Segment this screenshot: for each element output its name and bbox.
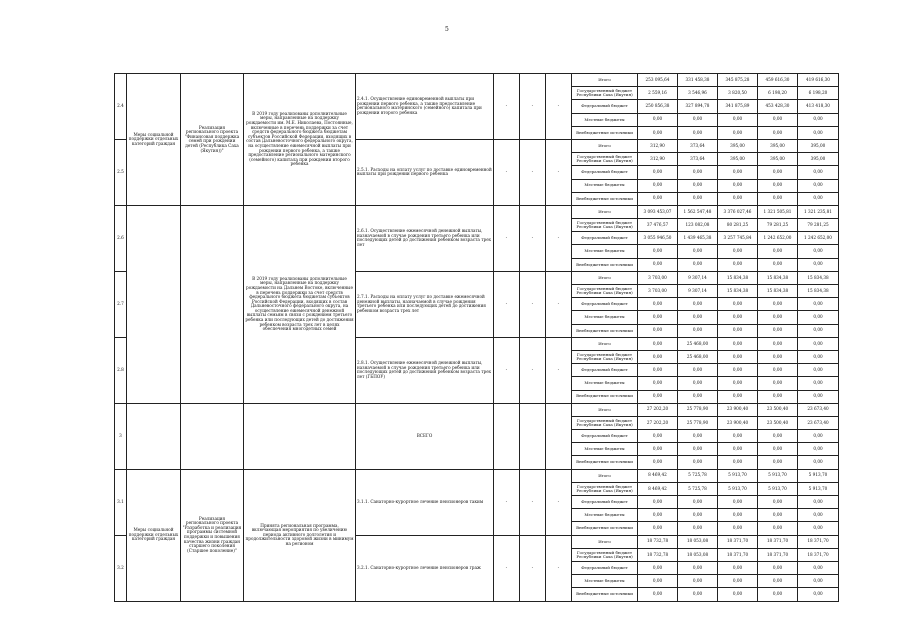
- amount-cell: 18 371,70: [758, 548, 798, 561]
- empty-cell: [181, 403, 244, 469]
- funding-source: Государственный бюджет Республики Саха (Якутия): [572, 285, 638, 298]
- amount-cell: 1 321 235,81: [798, 205, 839, 218]
- dash-cell: -: [494, 139, 520, 205]
- amount-cell: 0,00: [758, 113, 798, 126]
- amount-cell: 5 913,70: [758, 482, 798, 495]
- amount-cell: 0,00: [678, 126, 718, 139]
- amount-cell: 0,00: [798, 588, 839, 601]
- amount-cell: 0,00: [638, 350, 678, 363]
- amount-cell: 0,00: [758, 126, 798, 139]
- amount-cell: 0,00: [758, 522, 798, 535]
- funding-source: Федеральный бюджет: [572, 166, 638, 179]
- amount-cell: 395,00: [758, 139, 798, 152]
- result-description: В 2019 году реализованы дополнительные меры, направленные на поддержку рождаемости им. М.Е. Николаева, Постоянные, включенные в перечень поддержки за счет средств федерального бюджета бюджетам субъектов Российской Федерации, входящих в состав Дальневосточного федерального округа, на осуществление ежемесячной выплаты при рождении первого ребенка, а также предоставление регионального материнского (семейного) капитала при рождении второго ребенка: [244, 74, 356, 206]
- funding-source: Федеральный бюджет: [572, 430, 638, 443]
- amount-cell: 0,00: [678, 311, 718, 324]
- amount-cell: 0,00: [678, 166, 718, 179]
- amount-cell: 6 198,20: [758, 87, 798, 100]
- amount-cell: 0,00: [638, 588, 678, 601]
- amount-cell: 0,00: [798, 166, 839, 179]
- amount-cell: 0,00: [798, 126, 839, 139]
- amount-cell: 0,00: [758, 443, 798, 456]
- funding-source: Местные бюджеты: [572, 443, 638, 456]
- amount-cell: 0,00: [718, 509, 758, 522]
- amount-cell: 0,00: [798, 258, 839, 271]
- amount-cell: 0,00: [758, 166, 798, 179]
- amount-cell: 0,00: [758, 377, 798, 390]
- funding-source: Итого: [572, 271, 638, 284]
- funding-source: Государственный бюджет Республики Саха (Якутия): [572, 350, 638, 363]
- amount-cell: 15 834,38: [798, 285, 839, 298]
- amount-cell: 0,00: [718, 166, 758, 179]
- amount-cell: 0,00: [638, 245, 678, 258]
- amount-cell: 0,00: [718, 561, 758, 574]
- amount-cell: 18 371,70: [798, 548, 839, 561]
- amount-cell: 0,00: [798, 377, 839, 390]
- amount-cell: 0,00: [798, 245, 839, 258]
- dash-cell: -: [520, 74, 546, 140]
- amount-cell: 9 307,14: [678, 285, 718, 298]
- amount-cell: 395,00: [798, 139, 839, 152]
- row-number: 2.8: [115, 337, 127, 403]
- dash-cell: -: [546, 205, 572, 271]
- amount-cell: 25 778,90: [678, 416, 718, 429]
- amount-cell: 0,00: [798, 298, 839, 311]
- amount-cell: 0,00: [638, 113, 678, 126]
- dash-cell: -: [546, 271, 572, 337]
- amount-cell: 18 371,70: [718, 548, 758, 561]
- dash-cell: -: [546, 337, 572, 403]
- measure-cell: [127, 205, 181, 403]
- amount-cell: 3 546,96: [678, 87, 718, 100]
- amount-cell: 1 242 652,00: [758, 232, 798, 245]
- amount-cell: 395,00: [758, 153, 798, 166]
- amount-cell: 419 616,30: [798, 74, 839, 87]
- funding-source: Федеральный бюджет: [572, 561, 638, 574]
- amount-cell: 18 371,70: [798, 535, 839, 548]
- amount-cell: 0,00: [718, 456, 758, 469]
- amount-cell: 23 500,40: [758, 416, 798, 429]
- amount-cell: 15 834,38: [718, 285, 758, 298]
- amount-cell: 0,00: [678, 430, 718, 443]
- amount-cell: 0,00: [718, 113, 758, 126]
- amount-cell: 0,00: [638, 179, 678, 192]
- amount-cell: 0,00: [798, 324, 839, 337]
- amount-cell: 5 913,70: [798, 482, 839, 495]
- amount-cell: 395,00: [718, 153, 758, 166]
- empty-cell: [546, 403, 572, 469]
- dash-cell: -: [546, 139, 572, 205]
- amount-cell: 0,00: [678, 588, 718, 601]
- amount-cell: 3 257 745,84: [718, 232, 758, 245]
- amount-cell: 312,90: [638, 153, 678, 166]
- funding-source: Местные бюджеты: [572, 179, 638, 192]
- row-number: 2.4: [115, 74, 127, 140]
- amount-cell: 5 913,70: [718, 482, 758, 495]
- amount-cell: 1 242 652,00: [798, 232, 839, 245]
- amount-cell: 0,00: [678, 522, 718, 535]
- funding-source: Внебюджетные источники: [572, 522, 638, 535]
- amount-cell: 0,00: [718, 350, 758, 363]
- amount-cell: 0,00: [758, 575, 798, 588]
- amount-cell: 15 834,38: [758, 285, 798, 298]
- amount-cell: 0,00: [638, 258, 678, 271]
- amount-cell: 15 834,38: [718, 271, 758, 284]
- amount-cell: 0,00: [758, 298, 798, 311]
- funding-source: Государственный бюджет Республики Саха (Якутия): [572, 87, 638, 100]
- table-row: [115, 469, 839, 482]
- funding-source: Итого: [572, 535, 638, 548]
- amount-cell: 0,00: [638, 509, 678, 522]
- amount-cell: 27 202,20: [638, 403, 678, 416]
- amount-cell: 0,00: [638, 390, 678, 403]
- dash-cell: -: [520, 535, 546, 601]
- funding-source: Местные бюджеты: [572, 575, 638, 588]
- amount-cell: 331 458,38: [678, 74, 718, 87]
- amount-cell: 1 321 505,81: [758, 205, 798, 218]
- amount-cell: 0,00: [678, 575, 718, 588]
- amount-cell: 18 053,08: [678, 535, 718, 548]
- amount-cell: 0,00: [638, 496, 678, 509]
- amount-cell: 3 376 027,46: [718, 205, 758, 218]
- amount-cell: 1 439 465,38: [678, 232, 718, 245]
- amount-cell: 413 418,30: [798, 100, 839, 113]
- amount-cell: 79 281,25: [758, 219, 798, 232]
- empty-cell: [494, 403, 520, 469]
- amount-cell: 18 732,78: [638, 535, 678, 548]
- task-cell: 2.8.1. Осуществление ежемесячной денежной выплаты, назначаемой в случае рождения третьего ребенка или последующих детей до достижения ребенком возраста трех лет (ГБПОУ): [356, 337, 494, 403]
- amount-cell: 15 834,38: [758, 271, 798, 284]
- amount-cell: 0,00: [798, 561, 839, 574]
- amount-cell: 18 732,78: [638, 548, 678, 561]
- amount-cell: 0,00: [638, 364, 678, 377]
- amount-cell: 0,00: [678, 258, 718, 271]
- funding-source: Федеральный бюджет: [572, 364, 638, 377]
- amount-cell: 0,00: [798, 179, 839, 192]
- amount-cell: 3 093 453,07: [638, 205, 678, 218]
- amount-cell: 312,90: [638, 139, 678, 152]
- amount-cell: 0,00: [678, 561, 718, 574]
- amount-cell: 37 476,57: [638, 219, 678, 232]
- amount-cell: 5 913,70: [798, 469, 839, 482]
- task-cell: 2.7.1. Расходы на оплату услуг по доставке ежемесячной денежной выплаты, назначаемой в случае рождения третьего ребенка или последующих детей до достижения ребенком возраста трех лет: [356, 271, 494, 337]
- amount-cell: 0,00: [678, 245, 718, 258]
- amount-cell: 0,00: [718, 192, 758, 205]
- funding-source: Внебюджетные источники: [572, 588, 638, 601]
- amount-cell: 0,00: [758, 588, 798, 601]
- funding-source: Итого: [572, 403, 638, 416]
- amount-cell: 0,00: [758, 390, 798, 403]
- amount-cell: 80 281,25: [718, 219, 758, 232]
- amount-cell: 0,00: [678, 179, 718, 192]
- dash-cell: -: [546, 469, 572, 535]
- amount-cell: 0,00: [678, 324, 718, 337]
- amount-cell: 0,00: [638, 337, 678, 350]
- amount-cell: 250 856,38: [638, 100, 678, 113]
- amount-cell: 373,64: [678, 139, 718, 152]
- amount-cell: 0,00: [758, 179, 798, 192]
- amount-cell: 0,00: [758, 456, 798, 469]
- funding-source: Внебюджетные источники: [572, 192, 638, 205]
- amount-cell: 0,00: [758, 324, 798, 337]
- amount-cell: 3 055 946,50: [638, 232, 678, 245]
- program-cell: Реализация регионального проекта "Разработка и реализация программы системной поддержки и повышения качества жизни граждан старшего поколения (Старшее поколение)": [181, 469, 244, 601]
- amount-cell: 3 820,50: [718, 87, 758, 100]
- empty-cell: [520, 403, 546, 469]
- amount-cell: 5 725,78: [678, 482, 718, 495]
- dash-cell: -: [520, 205, 546, 271]
- amount-cell: 0,00: [678, 509, 718, 522]
- funding-source: Внебюджетные источники: [572, 390, 638, 403]
- amount-cell: 0,00: [638, 324, 678, 337]
- amount-cell: 459 616,30: [758, 74, 798, 87]
- amount-cell: 3 703,00: [638, 271, 678, 284]
- amount-cell: 0,00: [678, 364, 718, 377]
- amount-cell: 0,00: [638, 430, 678, 443]
- amount-cell: 18 371,70: [758, 535, 798, 548]
- funding-source: Местные бюджеты: [572, 245, 638, 258]
- funding-source: Итого: [572, 205, 638, 218]
- amount-cell: 0,00: [758, 337, 798, 350]
- amount-cell: 0,00: [718, 522, 758, 535]
- amount-cell: 345 875,28: [718, 74, 758, 87]
- task-cell: 3.1.1. Санаторно-курортное лечение пенсионеров таким: [356, 469, 494, 535]
- amount-cell: 5 913,70: [758, 469, 798, 482]
- funding-source: Итого: [572, 469, 638, 482]
- amount-cell: 0,00: [758, 509, 798, 522]
- program-cell: Реализация регионального проекта "Финансовая поддержка семей при рождении детей (Республика Саха (Якутия))": [181, 74, 244, 206]
- amount-cell: 8 469,42: [638, 482, 678, 495]
- amount-cell: 2 559,16: [638, 87, 678, 100]
- dash-cell: -: [494, 205, 520, 271]
- amount-cell: 0,00: [638, 166, 678, 179]
- dash-cell: -: [494, 337, 520, 403]
- amount-cell: 23 673,40: [798, 416, 839, 429]
- amount-cell: 0,00: [718, 337, 758, 350]
- dash-cell: -: [546, 535, 572, 601]
- row-number: 3.1: [115, 469, 127, 535]
- dash-cell: -: [520, 139, 546, 205]
- amount-cell: 23 673,40: [798, 403, 839, 416]
- task-cell: 2.6.1. Осуществление ежемесячной денежной выплаты, назначаемой в случае рождения третьего ребенка или последующих детей до достижения ребенком возраста трех лет: [356, 205, 494, 271]
- amount-cell: 25 468,00: [678, 350, 718, 363]
- empty-cell: [127, 403, 181, 469]
- task-cell: 3.2.1. Санаторно-курортное лечение пенсионеров граж: [356, 535, 494, 601]
- task-cell: 2.4.1. Осуществление единовременной выплаты при рождении первого ребенка, а также предоставление регионального материнского (семейного) капитала при рождении второго ребенка: [356, 74, 494, 140]
- funding-source: Федеральный бюджет: [572, 100, 638, 113]
- funding-source: Итого: [572, 139, 638, 152]
- funding-source: Итого: [572, 337, 638, 350]
- table-row: [115, 403, 839, 416]
- amount-cell: 0,00: [718, 430, 758, 443]
- funding-source: Государственный бюджет Республики Саха (Якутия): [572, 219, 638, 232]
- row-number: 3.2: [115, 535, 127, 601]
- amount-cell: 6 198,20: [798, 87, 839, 100]
- amount-cell: 0,00: [638, 126, 678, 139]
- amount-cell: 0,00: [798, 337, 839, 350]
- amount-cell: 0,00: [798, 364, 839, 377]
- amount-cell: 0,00: [638, 522, 678, 535]
- amount-cell: 0,00: [718, 311, 758, 324]
- funding-source: Местные бюджеты: [572, 509, 638, 522]
- funding-source: Внебюджетные источники: [572, 126, 638, 139]
- amount-cell: 25 778,90: [678, 403, 718, 416]
- page-number: 5: [445, 26, 449, 33]
- amount-cell: 395,00: [718, 139, 758, 152]
- funding-source: Местные бюджеты: [572, 311, 638, 324]
- amount-cell: 1 562 547,48: [678, 205, 718, 218]
- measure-cell: Меры социальной поддержки отдельных категорий граждан: [127, 74, 181, 206]
- amount-cell: 0,00: [758, 350, 798, 363]
- amount-cell: 0,00: [798, 575, 839, 588]
- total-label: ВСЕГО: [356, 403, 494, 469]
- amount-cell: 0,00: [638, 575, 678, 588]
- amount-cell: 0,00: [718, 588, 758, 601]
- amount-cell: 23 500,40: [758, 403, 798, 416]
- amount-cell: 0,00: [678, 192, 718, 205]
- row-number: 2.6: [115, 205, 127, 271]
- amount-cell: 0,00: [758, 245, 798, 258]
- amount-cell: 0,00: [718, 324, 758, 337]
- amount-cell: 18 053,08: [678, 548, 718, 561]
- amount-cell: 23 900,40: [718, 403, 758, 416]
- amount-cell: 0,00: [678, 377, 718, 390]
- amount-cell: 0,00: [638, 443, 678, 456]
- amount-cell: 0,00: [718, 245, 758, 258]
- funding-source: Государственный бюджет Республики Саха (Якутия): [572, 548, 638, 561]
- table-row: [115, 74, 839, 87]
- funding-source: Внебюджетные источники: [572, 258, 638, 271]
- amount-cell: 373,64: [678, 153, 718, 166]
- amount-cell: 253 095,64: [638, 74, 678, 87]
- amount-cell: 0,00: [798, 113, 839, 126]
- amount-cell: 9 307,14: [678, 271, 718, 284]
- amount-cell: 0,00: [798, 456, 839, 469]
- dash-cell: -: [494, 469, 520, 535]
- dash-cell: -: [520, 271, 546, 337]
- amount-cell: 0,00: [758, 430, 798, 443]
- amount-cell: 0,00: [638, 192, 678, 205]
- amount-cell: 0,00: [638, 561, 678, 574]
- amount-cell: 0,00: [758, 496, 798, 509]
- funding-source: Государственный бюджет Республики Саха (Якутия): [572, 416, 638, 429]
- dash-cell: -: [494, 535, 520, 601]
- dash-cell: -: [494, 74, 520, 140]
- amount-cell: 0,00: [758, 561, 798, 574]
- amount-cell: 0,00: [678, 496, 718, 509]
- funding-source: Итого: [572, 74, 638, 87]
- amount-cell: 0,00: [758, 258, 798, 271]
- result-description: Принята региональная программа, включающая мероприятия по увеличению периода активного долголетия и продолжительности здоровой жизни в минимум на регионом: [244, 469, 356, 601]
- amount-cell: 5 913,70: [718, 469, 758, 482]
- amount-cell: 0,00: [678, 298, 718, 311]
- row-number: 2.7: [115, 271, 127, 337]
- amount-cell: 0,00: [798, 522, 839, 535]
- amount-cell: 0,00: [638, 298, 678, 311]
- amount-cell: 0,00: [718, 179, 758, 192]
- dash-cell: -: [520, 337, 546, 403]
- result-description: В 2019 году реализованы дополнительные меры, направленные на поддержку рождаемости на Дальнем Востоке, включенные в перечень поддержки за счет средств федерального бюджета бюджетам субъектов Российской Федерации, входящих в состав Дальневосточного федерального округа, на осуществление ежемесячной денежной выплаты семьям в связи с рождением третьего ребенка или последующих детей до достижения ребенком возраста трех лет в целях обеспечения многодетных семей: [244, 205, 356, 403]
- amount-cell: 0,00: [678, 456, 718, 469]
- row-number: 2.5: [115, 139, 127, 205]
- amount-cell: 0,00: [638, 377, 678, 390]
- amount-cell: 0,00: [718, 390, 758, 403]
- amount-cell: 0,00: [678, 390, 718, 403]
- amount-cell: 123 082,08: [678, 219, 718, 232]
- empty-cell: [244, 403, 356, 469]
- amount-cell: 0,00: [798, 443, 839, 456]
- amount-cell: 0,00: [718, 377, 758, 390]
- amount-cell: 79 281,25: [798, 219, 839, 232]
- amount-cell: 23 900,40: [718, 416, 758, 429]
- amount-cell: 0,00: [758, 364, 798, 377]
- amount-cell: 0,00: [718, 496, 758, 509]
- amount-cell: 0,00: [718, 126, 758, 139]
- amount-cell: 0,00: [638, 456, 678, 469]
- funding-source: Федеральный бюджет: [572, 298, 638, 311]
- amount-cell: 395,00: [798, 153, 839, 166]
- amount-cell: 3 703,00: [638, 285, 678, 298]
- row-number: 3: [115, 403, 127, 469]
- funding-source: Федеральный бюджет: [572, 232, 638, 245]
- amount-cell: 0,00: [718, 364, 758, 377]
- funding-source: Федеральный бюджет: [572, 496, 638, 509]
- amount-cell: 5 725,78: [678, 469, 718, 482]
- table-row: [115, 205, 839, 218]
- amount-cell: 0,00: [718, 258, 758, 271]
- amount-cell: 0,00: [758, 311, 798, 324]
- amount-cell: 0,00: [758, 192, 798, 205]
- amount-cell: 27 202,20: [638, 416, 678, 429]
- amount-cell: 18 371,70: [718, 535, 758, 548]
- amount-cell: 0,00: [798, 509, 839, 522]
- amount-cell: 15 834,38: [798, 271, 839, 284]
- amount-cell: 0,00: [718, 575, 758, 588]
- amount-cell: 0,00: [798, 311, 839, 324]
- amount-cell: 0,00: [798, 430, 839, 443]
- measure-cell: Меры социальной поддержки отдельных категорий граждан: [127, 469, 181, 601]
- dash-cell: -: [546, 74, 572, 140]
- amount-cell: 0,00: [798, 496, 839, 509]
- funding-source: Местные бюджеты: [572, 113, 638, 126]
- dash-cell: -: [494, 271, 520, 337]
- amount-cell: 25 468,00: [678, 337, 718, 350]
- funding-source: Государственный бюджет Республики Саха (Якутия): [572, 153, 638, 166]
- amount-cell: 0,00: [718, 443, 758, 456]
- amount-cell: 0,00: [718, 298, 758, 311]
- funding-source: Внебюджетные источники: [572, 456, 638, 469]
- amount-cell: 0,00: [638, 311, 678, 324]
- program-financing-table: [114, 73, 839, 602]
- amount-cell: 341 875,89: [718, 100, 758, 113]
- task-cell: 2.5.1. Расходы на оплату услуг по доставке единовременной выплаты при рождении первого ребенка: [356, 139, 494, 205]
- amount-cell: 0,00: [798, 192, 839, 205]
- amount-cell: 0,00: [798, 350, 839, 363]
- amount-cell: 0,00: [678, 113, 718, 126]
- funding-source: Государственный бюджет Республики Саха (Якутия): [572, 482, 638, 495]
- amount-cell: 0,00: [678, 443, 718, 456]
- program-cell: [181, 205, 244, 403]
- amount-cell: 453 428,30: [758, 100, 798, 113]
- funding-source: Внебюджетные источники: [572, 324, 638, 337]
- amount-cell: 8 469,42: [638, 469, 678, 482]
- dash-cell: -: [520, 469, 546, 535]
- amount-cell: 327 894,78: [678, 100, 718, 113]
- amount-cell: 0,00: [798, 390, 839, 403]
- funding-source: Местные бюджеты: [572, 377, 638, 390]
